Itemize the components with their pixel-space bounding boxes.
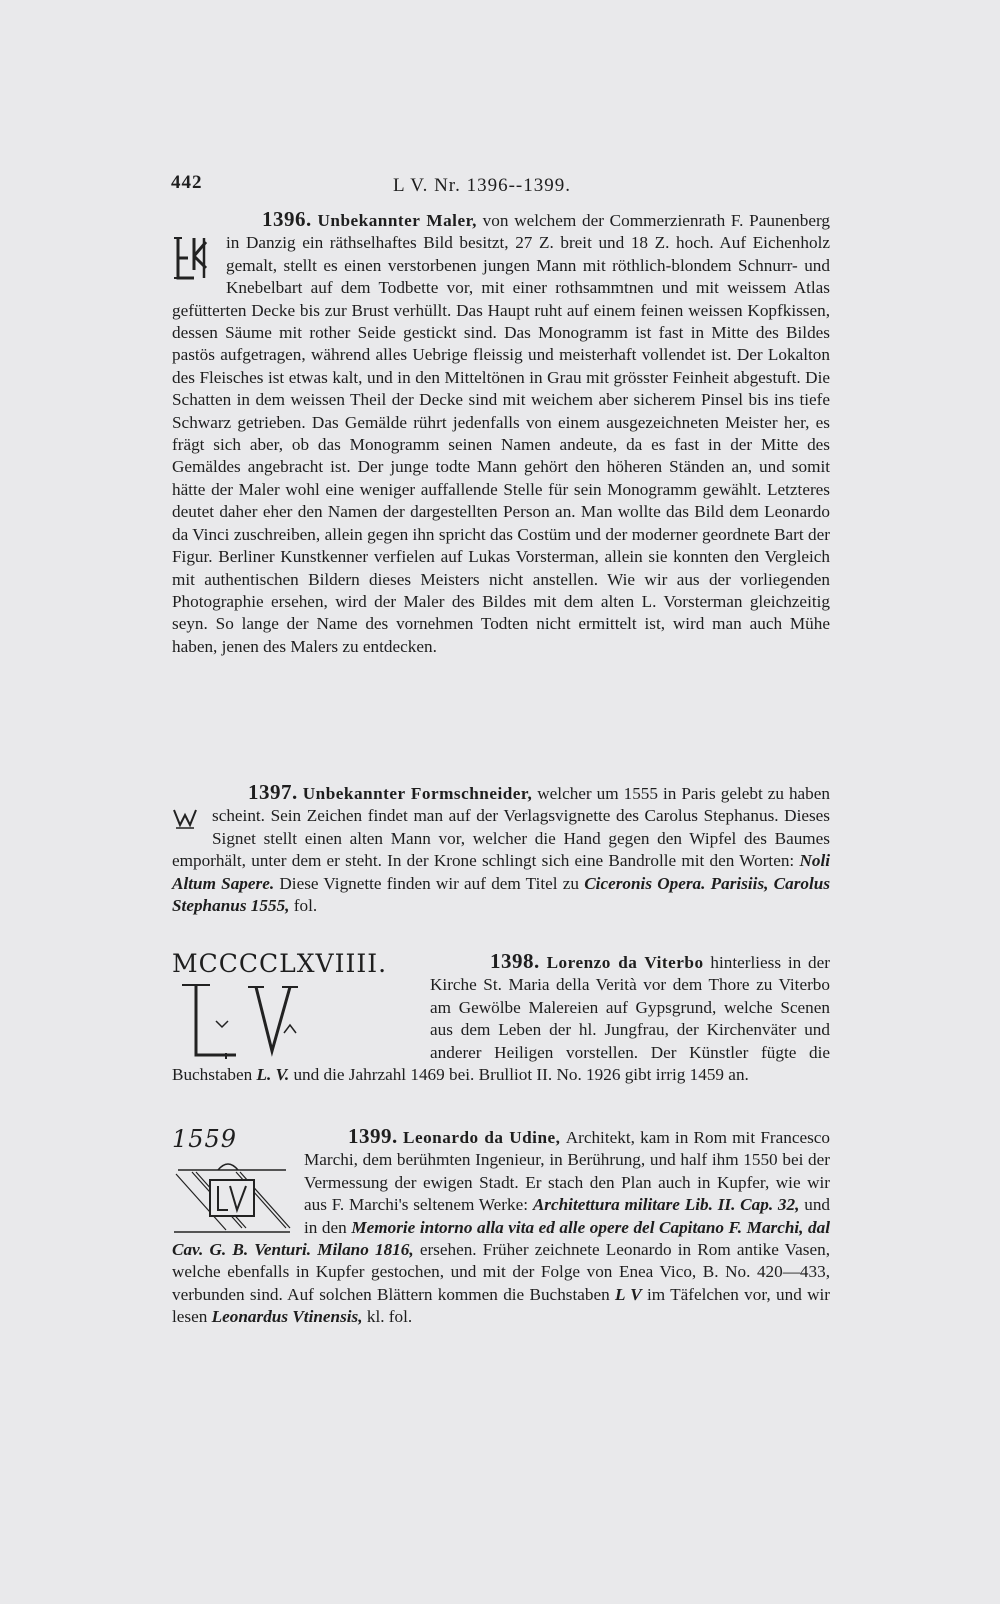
motto-text: Noli Altum Sapere. [172,851,831,893]
entry-text: Architekt, kam in Rom mit Francesco Marchi, dem berühmten Ingenieur, in Berührung, und half ihm 1550 bei der Vermessung der ewigen Stadt. Er stach den Plan auch in Kupfer, wie wir aus F. Marchi's seltenem Werke: [304,1128,831,1215]
entry-number: 1397. [248,780,298,804]
entry-1397 [172,781,830,917]
entry-name: Unbekannter Formschneider, [302,784,533,803]
entry-text: ersehen. Früher zeichnete Leonardo in Rom antike Vasen, welche ebenfalls in Kupfer gestochen, und mit der Folge von Enea Vico, B. No. 420—433, verbunden sind. Auf solchen Blättern kommen die Buchstaben [172,1240,831,1304]
entry-text: im Täfelchen vor, und wir lesen [172,1284,831,1327]
monogram-ek-icon [172,234,212,282]
running-head: L V. Nr. 1396--1399. [393,175,571,196]
monogram-lv-icon [176,981,326,1061]
mark-block [172,1125,296,1234]
entry-paragraph [172,208,830,658]
date-mark: 1559 [172,1125,238,1153]
book-title: Memorie intorno alla vita ed alle opere del Capitano F. Marchi, dal Cav. G. B. Venturi. Milano 1816, [172,1217,831,1260]
entry-1399 [172,1125,830,1329]
page-number: 442 [171,172,203,193]
book-title: Architettura militare Lib. II. Cap. 32, [532,1195,800,1215]
entry-name: Unbekannter Maler, [317,211,477,230]
tablet-lv-icon [172,1154,292,1234]
entry-paragraph [172,781,830,917]
date-mark: MCCCCLXVIIII. [172,949,388,978]
letters-text: L V [615,1284,642,1304]
mark-block [172,950,422,1061]
entry-text: und die Jahrzahl 1469 bei. Brulliot II. No. 1926 gibt irrig 1459 an. [293,1065,749,1085]
entry-1396 [172,208,830,658]
entry-name: Leonardo da Udine, [402,1128,561,1147]
reading-text: Leonardus Vtinensis, [211,1307,363,1327]
entry-name: Lorenzo da Viterbo [546,953,704,972]
book-title: Ciceronis Opera. Parisiis, Carolus Stephanus 1555, [172,873,831,916]
entry-paragraph [172,1125,830,1329]
entry-text: Diese Vignette finden wir auf dem Titel zu [279,873,579,893]
entry-text: von welchem der Commerzienrath F. Paunenberg in Danzig ein räthselhaftes Bild besitzt, 27 Z. breit und 18 Z. hoch. Auf Eichenholz gemalt, stellt es einen verstorbenen jungen Mann mit röthlich-blondem Schnurr- und Knebelbart auf dem Todbette vor, mit einer rothsammtnen und mit weissem Atlas gefütterten Decke bis zur Brust verhüllt. Das Haupt ruht auf einem feinen weissen Kopfkissen, dessen Säume mit rother Seide gestickt sind. Das Monogramm ist fast in Mitte des Bildes pastös aufgetragen, während alles Uebrige fleissig und meisterhaft vollendet ist. Der Lokalton des Fleisches ist etwas kalt, und in den Mitteltönen in Grau mit grösster Feinheit abgestuft. Die Schatten in dem weissen Theil der Decke sind mit weichem aber sicherem Pinsel bis ins tiefe Schwarz getrieben. Das Gemälde rührt jedenfalls von einem ausgezeichneten Meister her, es frägt sich aber, ob das Monogramm seinen Namen andeute, da es fast in der Mitte des Gemäldes angebracht ist. Der junge todte Mann gehört den höheren Ständen an, und somit hätte der Maler wohl eine weniger auffallende Stelle für sein Monogramm gewählt. Letzteres deutet daher eher den Namen der dargestellten Person an. Man wollte das Bild dem Leonardo da Vinci zuschreiben, allein gegen ihn spricht das Costüm und der moderner geordnete Bart der Figur. Berliner Kunstkenner verfielen auf Lukas Vorsterman, allein sie konnten den Vergleich mit authentischen Bildern dieses Meisters nicht anstellen. Wie wir aus der vorliegenden Photographie ersehen, wird der Maler des Bildes mit dem alten L. Vorsterman gleichzeitig seyn. So lange der Name des vornehmen Todten nicht ermittelt ist, wird man auch Mühe haben, jenen des Malers zu entdecken. [172,211,830,656]
entry-text: fol. [293,896,318,916]
entry-number: 1399. [348,1124,398,1148]
monogram-wl-icon [172,807,198,829]
entry-text: hinterliess in der Kirche St. Maria della Verità vor dem Thore zu Viterbo am Gewölbe Malereien auf Gypsgrund, welche Scenen aus dem Leben der hl. Jungfrau, der Kirchenväter und anderer Heiligen vorstellen. Der Künstler fügte die Buchstaben [172,953,830,1085]
entry-1398 [172,950,830,1086]
entry-number: 1398. [490,949,540,973]
entry-number: 1396. [262,207,312,231]
letters-text: L. V. [256,1065,290,1085]
entry-text: und in den [304,1195,831,1237]
entry-text: kl. fol. [366,1307,413,1327]
entry-text: welcher um 1555 in Paris gelebt zu haben scheint. Sein Zeichen findet man auf der Verlagsvignette des Carolus Stephanus. Dieses Signet stellt einen alten Mann vor, welcher die Hand gegen den Wipfel des Baumes emporhält, unter dem er steht. In der Krone schlingt sich eine Bandrolle mit den Worten: [172,784,830,871]
entry-paragraph [172,950,830,1086]
